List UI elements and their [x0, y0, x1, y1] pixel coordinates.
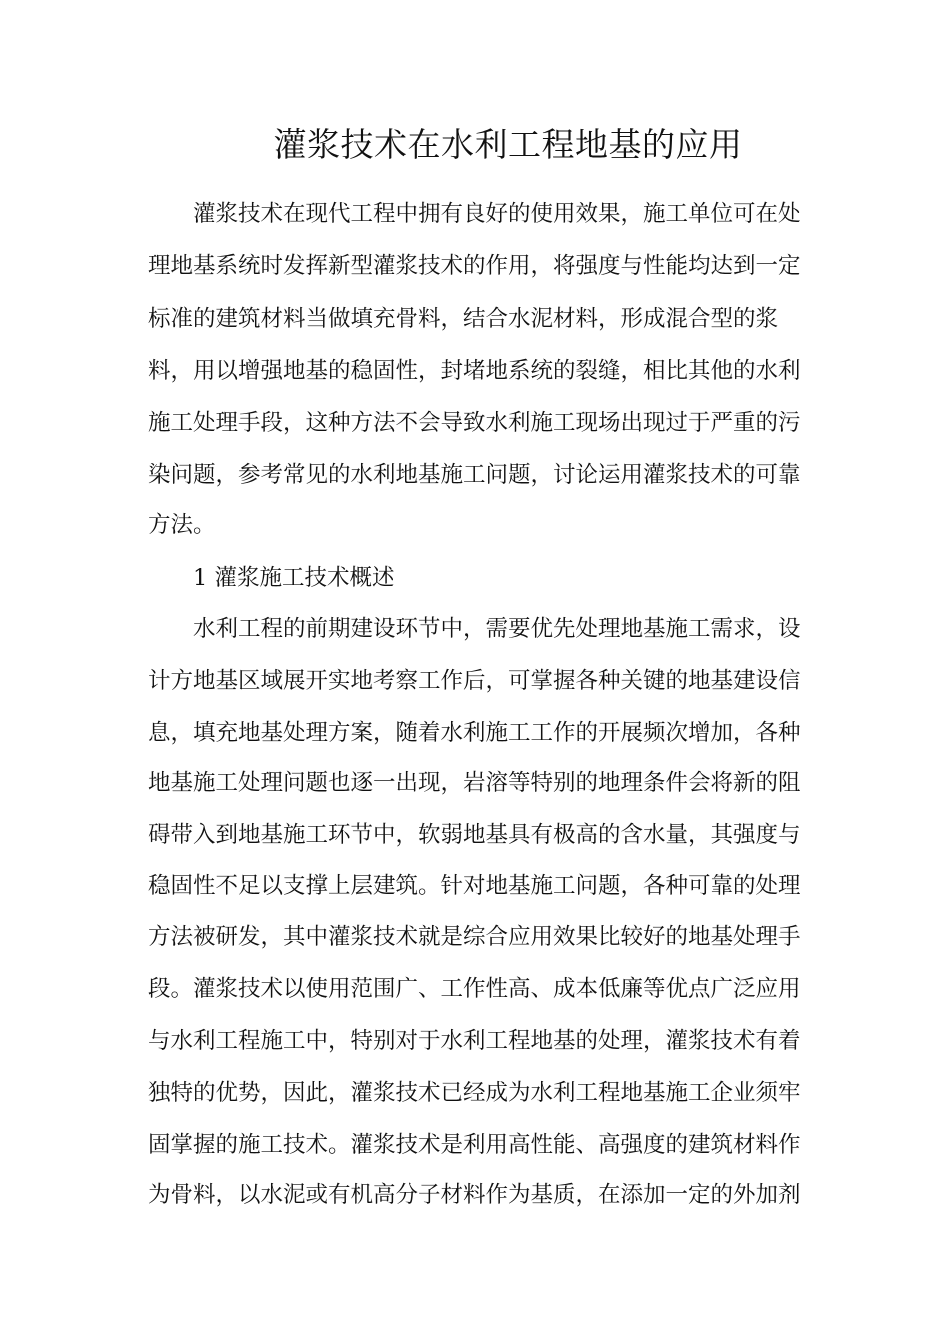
paragraph-1-line-1: 灌浆技术在现代工程中拥有良好的使用效果，施工单位可在处	[193, 201, 801, 227]
paragraph-2-line-2: 计方地基区域展开实地考察工作后，可掌握各种关键的地基建设信	[148, 668, 801, 694]
section-1-heading: 1 灌浆施工技术概述	[193, 565, 395, 591]
paragraph-2-line-7: 方法被研发，其中灌浆技术就是综合应用效果比较好的地基处理手	[148, 924, 801, 950]
paragraph-1-line-6: 染问题，参考常见的水利地基施工问题，讨论运用灌浆技术的可靠	[148, 462, 801, 488]
paragraph-2-line-10: 独特的优势，因此，灌浆技术已经成为水利工程地基施工企业须牢	[148, 1080, 801, 1106]
paragraph-2-line-8: 段。灌浆技术以使用范围广、工作性高、成本低廉等优点广泛应用	[148, 976, 801, 1002]
paragraph-2-line-3: 息，填充地基处理方案，随着水利施工工作的开展频次增加，各种	[148, 720, 801, 746]
paragraph-2-line-9: 与水利工程施工中，特别对于水利工程地基的处理，灌浆技术有着	[148, 1028, 801, 1054]
document-title: 灌浆技术在水利工程地基的应用	[273, 125, 743, 164]
paragraph-2-line-4: 地基施工处理问题也逐一出现，岩溶等特别的地理条件会将新的阻	[148, 770, 801, 796]
paragraph-2-line-12: 为骨料，以水泥或有机高分子材料作为基质，在添加一定的外加剂	[148, 1182, 801, 1208]
paragraph-2-line-5: 碍带入到地基施工环节中，软弱地基具有极高的含水量，其强度与	[148, 822, 801, 848]
paragraph-2-line-6: 稳固性不足以支撑上层建筑。针对地基施工问题，各种可靠的处理	[148, 873, 801, 899]
paragraph-1-line-2: 理地基系统时发挥新型灌浆技术的作用，将强度与性能均达到一定	[148, 253, 801, 279]
paragraph-2-line-1: 水利工程的前期建设环节中，需要优先处理地基施工需求，设	[193, 616, 801, 642]
paragraph-1-line-4: 料，用以增强地基的稳固性，封堵地系统的裂缝，相比其他的水利	[148, 358, 801, 384]
paragraph-1-line-3: 标准的建筑材料当做填充骨料，结合水泥材料，形成混合型的浆	[148, 306, 779, 332]
paragraph-1-line-5: 施工处理手段，这种方法不会导致水利施工现场出现过于严重的污	[148, 410, 801, 436]
paragraph-2-line-11: 固掌握的施工技术。灌浆技术是利用高性能、高强度的建筑材料作	[148, 1132, 801, 1158]
paragraph-1-line-7: 方法。	[148, 512, 216, 538]
